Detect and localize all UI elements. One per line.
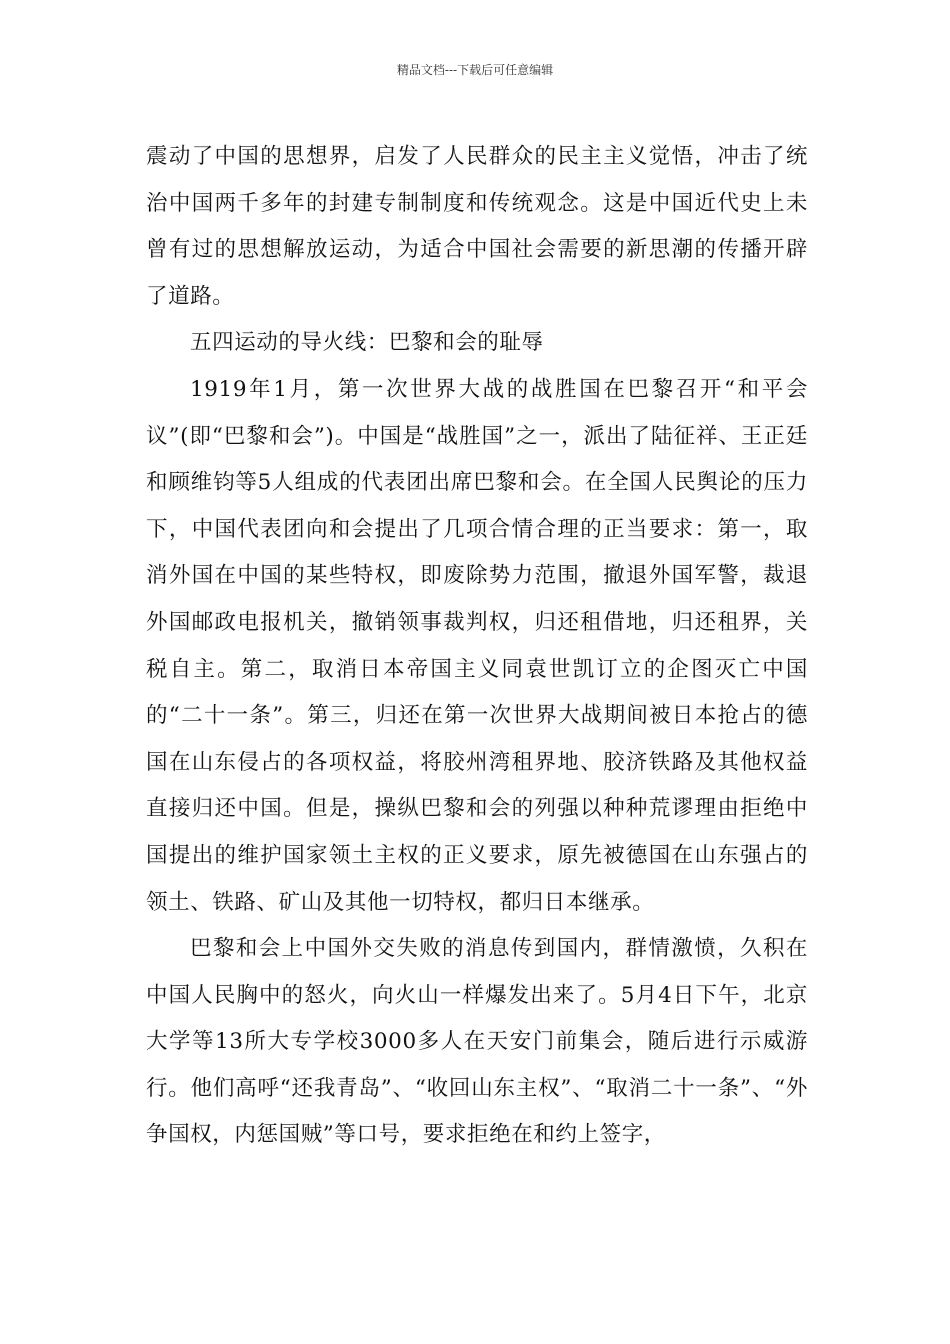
- paragraph-paris-peace-conference: 1919年1月，第一次世界大战的战胜国在巴黎召开“和平会议”(即“巴黎和会”)。中国是“战胜国”之一，派出了陆征祥、王正廷和顾维钧等5人组成的代表团出席巴黎和会。在全国人民舆论的压力下，中国代表团向和会提出了几项合情合理的正当要求：第一，取消外国在中国的某些特权，即废除势力范围，撤退外国军警，裁退外国邮政电报机关，撤销领事裁判权，归还租借地，归还租界，关税自主。第二，取消日本帝国主义同袁世凯订立的企图灭亡中国的“二十一条”。第三，归还在第一次世界大战期间被日本抢占的德国在山东侵占的各项权益，将胶州湾租界地、胶济铁路及其他权益直接归还中国。但是，操纵巴黎和会的列强以种种荒谬理由拒绝中国提出的维护国家领土主权的正义要求，原先被德国在山东强占的领土、铁路、矿山及其他一切特权，都归日本继承。: [146, 376, 808, 915]
- section-heading: 五四运动的导火线：巴黎和会的耻辱: [190, 330, 544, 356]
- document-body: [146, 134, 808, 1159]
- paragraph-continuation: 震动了中国的思想界，启发了人民群众的民主主义觉悟，冲击了统治中国两千多年的封建专制制度和传统观念。这是中国近代史上未曾有过的思想解放运动，为适合中国社会需要的新思潮的传播开辟了道路。: [146, 144, 808, 309]
- page-header: 精品文档---下载后可任意编辑: [396, 63, 554, 77]
- paragraph-may-fourth-protest: 巴黎和会上中国外交失败的消息传到国内，群情激愤，久积在中国人民胸中的怒火，向火山一样爆发出来了。5月4日下午，北京大学等13所大专学校3000多人在天安门前集会，随后进行示威游行。他们高呼“还我青岛”、“收回山东主权”、“取消二十一条”、“外争国权，内惩国贼”等口号，要求拒绝在和约上签字，: [146, 936, 808, 1148]
